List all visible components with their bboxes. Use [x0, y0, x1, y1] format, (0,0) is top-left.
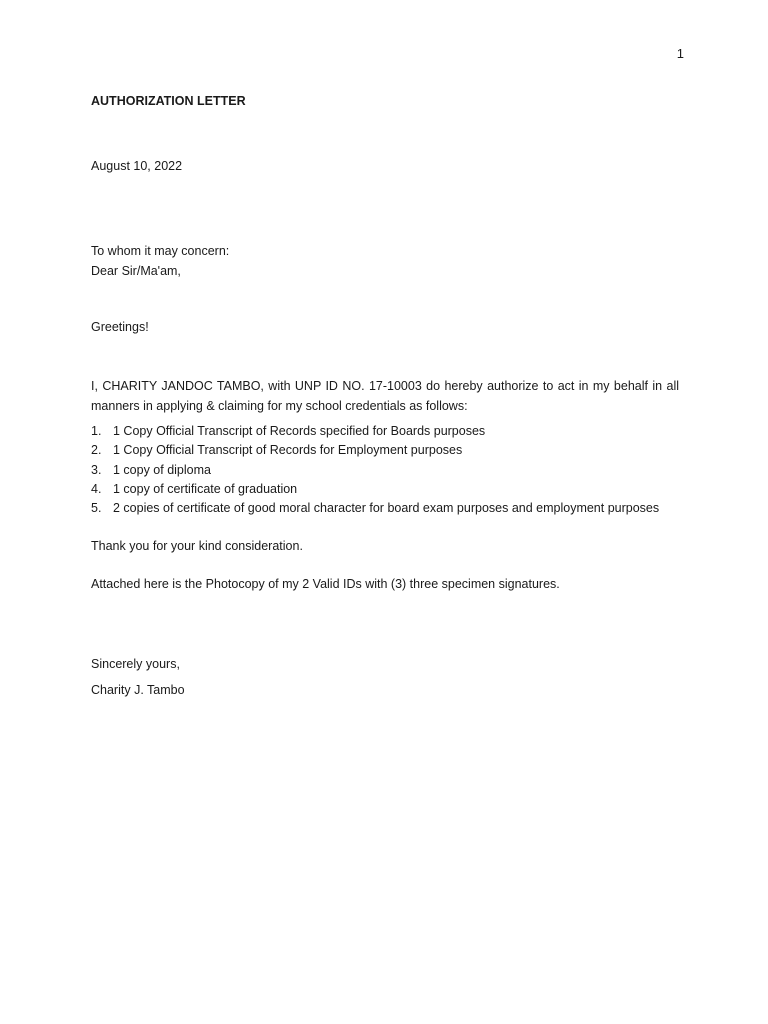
credentials-list [91, 422, 659, 518]
list-item-text: 1 Copy Official Transcript of Records specified for Boards purposes [113, 424, 486, 438]
list-item [91, 461, 659, 480]
list-item-number: 5. [91, 501, 102, 516]
signatory-name: Charity J. Tambo [91, 683, 185, 697]
list-item [91, 441, 659, 460]
thanks-line: Thank you for your kind consideration. [91, 539, 303, 553]
list-item-text: 1 copy of certificate of graduation [113, 481, 298, 496]
attachment-note: Attached here is the Photocopy of my 2 Valid IDs with (3) three specimen signatures. [91, 577, 560, 591]
closing: Sincerely yours, [91, 657, 180, 671]
list-item-number: 1. [91, 424, 102, 438]
list-item-number: 4. [91, 481, 102, 496]
list-item-number: 3. [91, 462, 102, 477]
list-item [91, 422, 659, 441]
list-item-number: 2. [91, 443, 102, 458]
body-paragraph: I, CHARITY JANDOC TAMBO, with UNP ID NO. 17-10003 do hereby authorize to act in my behalf in all manners in applying & claiming for my school credentials as follows: [91, 379, 679, 413]
list-item-text: 1 copy of diploma [113, 462, 211, 477]
salutation-line-1: To whom it may concern: [91, 244, 230, 258]
list-item-text: 1 Copy Official Transcript of Records for Employment purposes [113, 443, 463, 458]
letter-title: AUTHORIZATION LETTER [91, 94, 246, 108]
list-item [91, 480, 659, 499]
page-number: 1 [676, 46, 684, 61]
list-item [91, 499, 659, 518]
greeting: Greetings! [91, 320, 149, 334]
salutation-line-2: Dear Sir/Ma'am, [91, 264, 181, 278]
letter-date: August 10, 2022 [91, 159, 183, 173]
list-item-text: 2 copies of certificate of good moral character for board exam purposes and employment purposes [113, 501, 660, 516]
